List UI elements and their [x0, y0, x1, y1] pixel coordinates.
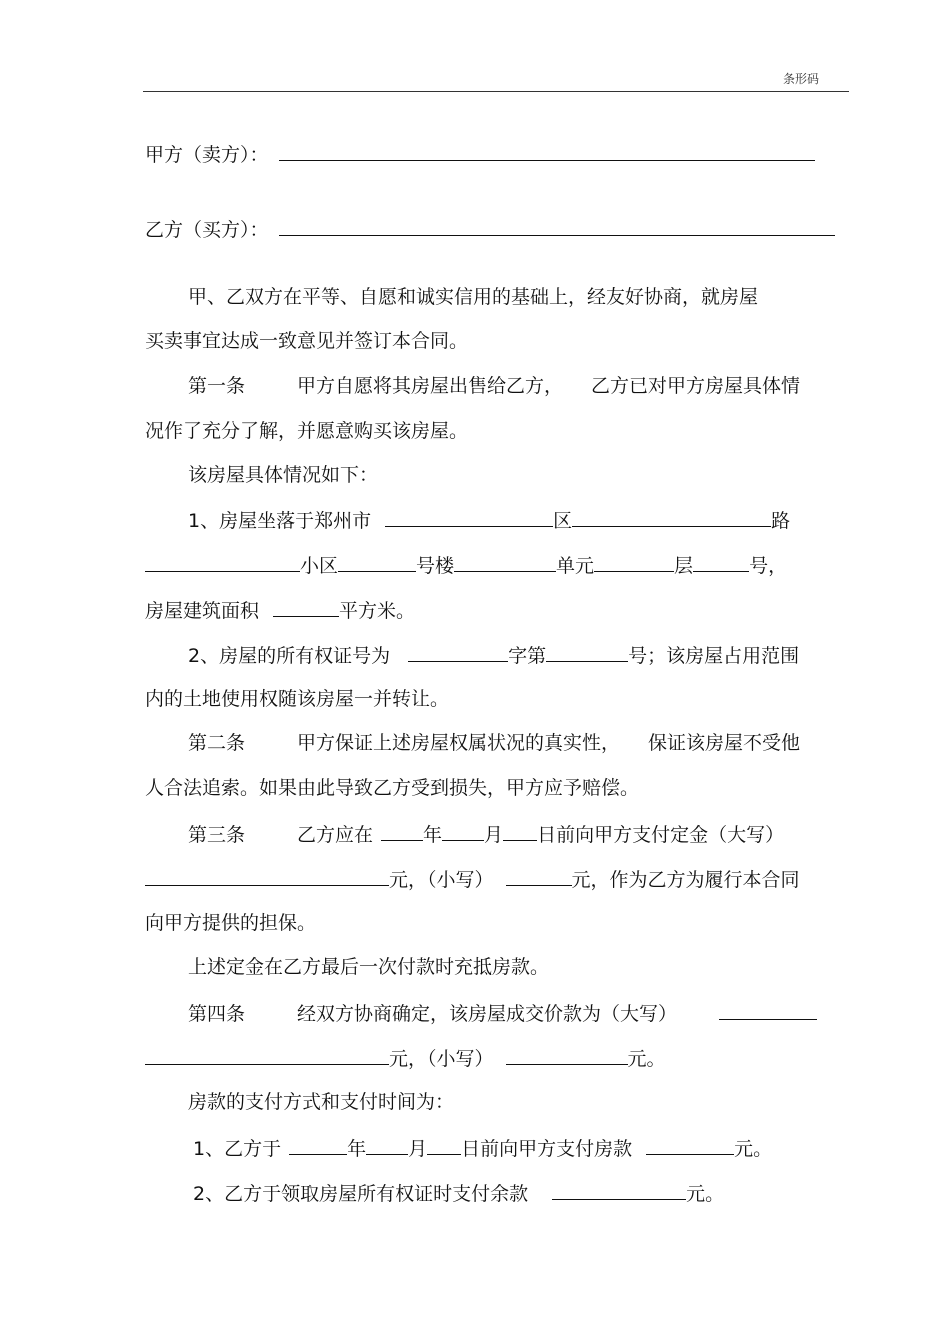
price-upper-field-part2[interactable] — [145, 1044, 389, 1065]
price-yuan-small: 元，（小写） — [389, 1048, 494, 1070]
community-field[interactable] — [145, 551, 300, 572]
article4-line-2 — [145, 1044, 666, 1070]
room-number-label: 号， — [749, 555, 788, 577]
preamble-line-2: 买卖事宜达成一致意见并签订本合同。 — [145, 330, 469, 352]
article2-text-a: 甲方保证上述房屋权属状况的真实性， — [297, 732, 621, 754]
article1-heading: 第一条 — [188, 375, 246, 397]
unit-field[interactable] — [454, 551, 556, 572]
room-number-field[interactable] — [693, 551, 749, 572]
certificate-zi-di: 字第 — [508, 645, 547, 667]
address-detail-line — [145, 551, 787, 577]
pay1-amount-field[interactable] — [646, 1134, 734, 1155]
barcode-label: 条形码 — [782, 72, 819, 86]
article3-line-3: 向甲方提供的担保。 — [145, 912, 317, 934]
district-label: 区 — [553, 510, 573, 532]
road-field[interactable] — [572, 506, 771, 527]
pay1-month-field[interactable] — [366, 1134, 408, 1155]
article3-line-1 — [188, 820, 784, 846]
buyer-line — [145, 215, 835, 241]
details-title: 该房屋具体情况如下： — [188, 464, 379, 486]
article1-line-2: 况作了充分了解，并愿意购买该房屋。 — [145, 420, 469, 442]
pay1-year-field[interactable] — [289, 1134, 347, 1155]
deposit-yuan-small: 元，（小写） — [389, 869, 494, 891]
header-divider — [143, 91, 849, 92]
deposit-amount-upper-field[interactable] — [145, 865, 389, 886]
article4-text-a: 经双方协商确定，该房屋成交价款为（大写） — [297, 1003, 678, 1025]
deposit-month-label: 月 — [484, 824, 504, 846]
seller-label: 甲方（卖方）： — [145, 144, 269, 166]
certificate-word-field[interactable] — [408, 641, 508, 662]
seller-line — [145, 140, 815, 166]
building-label: 号楼 — [416, 555, 455, 577]
pay1-yuan: 元。 — [734, 1138, 773, 1160]
buyer-label: 乙方（买方）： — [145, 219, 269, 241]
unit-label: 单元 — [556, 555, 595, 577]
area-label: 房屋建筑面积 — [145, 600, 260, 622]
floor-field[interactable] — [594, 551, 674, 572]
article3-heading: 第三条 — [188, 824, 246, 846]
deposit-yuan-tail: 元，作为乙方为履行本合同 — [571, 869, 800, 891]
article2-text-b: 保证该房屋不受他 — [648, 732, 801, 754]
district-field[interactable] — [385, 506, 553, 527]
pay1-year-label: 年 — [347, 1138, 367, 1160]
article1-text-b: 乙方已对甲方房屋具体情 — [591, 375, 801, 397]
article4-heading: 第四条 — [188, 1003, 246, 1025]
pay1-month-label: 月 — [408, 1138, 428, 1160]
article3-line-2 — [145, 865, 800, 891]
pay2-yuan: 元。 — [686, 1183, 725, 1205]
article4-line-1 — [188, 999, 817, 1025]
article1-line-1 — [188, 373, 800, 399]
article3-text-a: 乙方应在 — [297, 824, 374, 846]
certificate-line — [188, 641, 799, 667]
payment-line-2 — [193, 1179, 724, 1205]
road-label: 路 — [771, 510, 791, 532]
deposit-month-field[interactable] — [442, 820, 484, 841]
deposit-note: 上述定金在乙方最后一次付款时充抵房款。 — [188, 956, 550, 978]
article2-line-1 — [188, 730, 800, 756]
deposit-year-field[interactable] — [381, 820, 423, 841]
buyer-name-field[interactable] — [279, 215, 835, 236]
price-upper-field-part1[interactable] — [719, 999, 817, 1020]
area-line — [145, 596, 415, 622]
location-prefix: 1、房屋坐落于郑州市 — [188, 510, 372, 532]
community-label: 小区 — [300, 555, 339, 577]
payment-title: 房款的支付方式和支付时间为： — [188, 1091, 455, 1113]
pay1-prefix: 1、乙方于 — [193, 1138, 282, 1160]
area-unit: 平方米。 — [339, 600, 416, 622]
area-field[interactable] — [273, 596, 339, 617]
pay1-day-field[interactable] — [427, 1134, 461, 1155]
building-field[interactable] — [338, 551, 416, 572]
deposit-amount-lower-field[interactable] — [506, 865, 572, 886]
certificate-hao-text: 号；该房屋占用范围 — [628, 645, 800, 667]
price-yuan-end: 元。 — [627, 1048, 666, 1070]
article1-text-a: 甲方自愿将其房屋出售给乙方， — [297, 375, 564, 397]
pay1-day-text: 日前向甲方支付房款 — [461, 1138, 633, 1160]
pay2-amount-field[interactable] — [552, 1179, 686, 1200]
location-line — [188, 506, 790, 532]
certificate-number-field[interactable] — [546, 641, 628, 662]
payment-line-1 — [193, 1134, 772, 1160]
preamble-line-1: 甲、乙双方在平等、自愿和诚实信用的基础上，经友好协商，就房屋 — [188, 286, 759, 308]
pay2-prefix: 2、乙方于领取房屋所有权证时支付余款 — [193, 1183, 529, 1205]
floor-label: 层 — [674, 555, 694, 577]
deposit-year-label: 年 — [423, 824, 443, 846]
seller-name-field[interactable] — [279, 140, 815, 161]
certificate-line-2: 内的土地使用权随该房屋一并转让。 — [145, 688, 450, 710]
article2-line-2: 人合法追索。如果由此导致乙方受到损失，甲方应予赔偿。 — [145, 777, 640, 799]
certificate-prefix: 2、房屋的所有权证号为 — [188, 645, 391, 667]
article2-heading: 第二条 — [188, 732, 246, 754]
price-lower-field[interactable] — [506, 1044, 628, 1065]
deposit-day-text: 日前向甲方支付定金（大写） — [537, 824, 785, 846]
deposit-day-field[interactable] — [503, 820, 537, 841]
